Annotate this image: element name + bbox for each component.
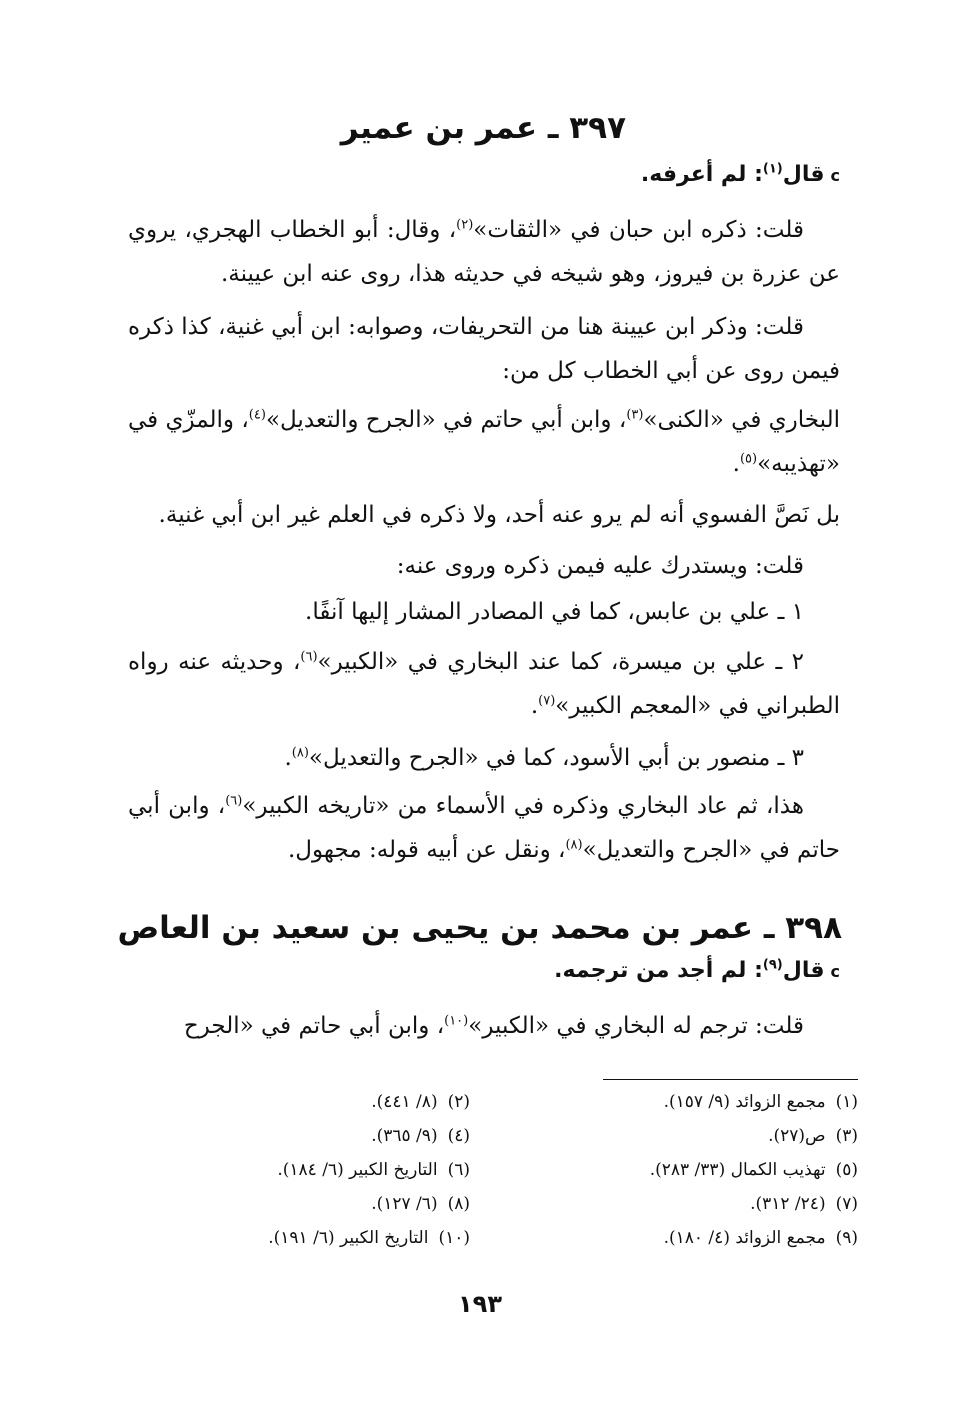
footnote-ref: (٤)	[248, 407, 266, 423]
footnote-2	[371, 1092, 470, 1112]
paragraph-398-1	[128, 1004, 840, 1048]
text-segment: البخاري في «الكنى»	[643, 407, 840, 433]
text-segment: قلت: ذكره ابن حبان في «الثقات»	[473, 217, 804, 243]
footnote-4	[371, 1126, 470, 1146]
footnote-row	[138, 1228, 858, 1262]
footnote-number: (١)	[835, 1092, 858, 1112]
footnote-row	[138, 1160, 858, 1194]
footnote-ref: (٥)	[739, 451, 758, 467]
footnote-ref: (٨)	[291, 745, 309, 761]
footnote-row	[138, 1092, 858, 1126]
text-segment: قلت: ترجم له البخاري في «الكبير»	[468, 1013, 804, 1039]
qal-label: قال	[782, 958, 825, 983]
paragraph-397-9	[128, 784, 840, 872]
qal-label: قال	[782, 162, 825, 187]
footnote-text: (٨/ ٤٤١).	[371, 1092, 438, 1112]
footnote-10	[268, 1228, 470, 1248]
text-segment: هذا، ثم عاد البخاري وذكره في الأسماء من «تاريخه الكبير»	[242, 793, 804, 819]
text-segment: .	[530, 693, 539, 719]
footnote-text: تهذيب الكمال (٣٣/ ٢٨٣).	[649, 1160, 826, 1180]
footnote-text: (٢٤/ ٣١٢).	[750, 1194, 826, 1214]
footnote-1	[664, 1092, 858, 1112]
footnote-text: مجمع الزوائد (٩/ ١٥٧).	[663, 1092, 826, 1112]
footnote-ref: (٧)	[538, 693, 556, 709]
footnote-ref: (٨)	[565, 837, 583, 853]
entry-title-397: ٣٩٧ ـ عمر بن عمير	[340, 110, 626, 146]
footnote-ref: (٢)	[456, 217, 474, 233]
footnote-number: (٧)	[835, 1194, 858, 1214]
list-item-2	[128, 640, 840, 728]
footnote-5	[650, 1160, 858, 1180]
text-segment: .	[732, 451, 740, 477]
text-segment: ٣ ـ منصور بن أبي الأسود، كما في «الجرح والتعديل»	[308, 745, 804, 771]
footnote-8	[371, 1194, 470, 1214]
footnote-row	[138, 1126, 858, 1160]
footnote-ref: (٦)	[225, 793, 243, 809]
footnote-divider	[603, 1079, 858, 1080]
text-segment: ، والمزّي في «تهذيبه»	[128, 407, 840, 477]
footnote-text: التاريخ الكبير (٦/ ١٨٤).	[277, 1160, 438, 1180]
footnote-number: (٥)	[835, 1160, 858, 1180]
footnote-3	[768, 1126, 858, 1146]
footnote-text: (٩/ ٣٦٥).	[371, 1126, 438, 1146]
section-mark-icon: ϲ	[830, 165, 840, 185]
footnote-text: ص(٢٧).	[768, 1126, 826, 1146]
text-segment: ، وابن أبي حاتم في «الجرح والتعديل»	[128, 793, 840, 863]
text-segment: ، وابن أبي حاتم في «الجرح	[183, 1013, 445, 1039]
footnote-7	[750, 1194, 858, 1214]
qal-line-398	[554, 958, 840, 983]
footnote-text: التاريخ الكبير (٦/ ١٩١).	[268, 1228, 429, 1248]
footnotes	[138, 1092, 858, 1262]
text-segment: ٢ ـ علي بن ميسرة، كما عند البخاري في «الكبير»	[317, 649, 804, 675]
text-segment: ، وقال: أبو الخطاب الهجري، يروي عن عزرة بن فيروز، وهو شيخه في حديثه هذا، روى عنه ابن عيينة.	[128, 217, 840, 287]
list-item-3	[128, 736, 840, 780]
text-segment: ، ونقل عن أبيه قوله: مجهول.	[287, 837, 566, 863]
text-segment: ، وحديثه عنه رواه الطبراني في «المعجم الكبير»	[128, 649, 840, 719]
paragraph-397-1	[128, 208, 840, 296]
text-segment: .	[284, 745, 292, 771]
footnote-ref: (٦)	[300, 649, 318, 665]
footnote-ref: (١٠)	[444, 1013, 469, 1029]
text-segment: ، وابن أبي حاتم في «الجرح والتعديل»	[265, 407, 627, 433]
section-mark-icon: ϲ	[830, 961, 840, 981]
qal-text: : لم أعرفه.	[640, 162, 763, 187]
page-number: ١٩٣	[458, 1290, 502, 1318]
footnote-number: (٦)	[447, 1160, 470, 1180]
footnote-ref: (٩)	[762, 957, 783, 973]
footnote-number: (٢)	[447, 1092, 470, 1112]
entry-title-398: ٣٩٨ ـ عمر بن محمد بن يحيى بن سعيد بن العاص	[117, 910, 842, 946]
footnote-number: (٨)	[447, 1194, 470, 1214]
list-item-1: ١ ـ علي بن عابس، كما في المصادر المشار إليها آنفًا.	[305, 599, 804, 625]
footnote-row	[138, 1194, 858, 1228]
paragraph-397-4: بل نَصَّ الفسوي أنه لم يرو عنه أحد، ولا ذكره في العلم غير ابن أبي غنية.	[158, 502, 840, 528]
footnote-text: مجمع الزوائد (٤/ ١٨٠).	[663, 1228, 826, 1248]
footnote-ref: (٣)	[626, 407, 644, 423]
footnote-text: (٦/ ١٢٧).	[371, 1194, 438, 1214]
paragraph-397-5: قلت: ويستدرك عليه فيمن ذكره وروى عنه:	[396, 553, 804, 579]
footnote-number: (٩)	[835, 1228, 858, 1248]
qal-text: : لم أجد من ترجمه.	[554, 958, 763, 983]
qal-line-397	[641, 162, 840, 187]
footnote-number: (٤)	[447, 1126, 470, 1146]
footnote-6	[277, 1160, 470, 1180]
footnote-number: (١٠)	[438, 1228, 470, 1248]
paragraph-397-2: قلت: وذكر ابن عيينة هنا من التحريفات، وصوابه: ابن أبي غنية، كذا ذكره فيمن روى عن أبي الخطاب كل من:	[128, 314, 840, 384]
footnote-ref: (١)	[762, 161, 783, 177]
paragraph-397-3	[128, 398, 840, 486]
footnote-number: (٣)	[835, 1126, 858, 1146]
footnote-9	[664, 1228, 858, 1248]
